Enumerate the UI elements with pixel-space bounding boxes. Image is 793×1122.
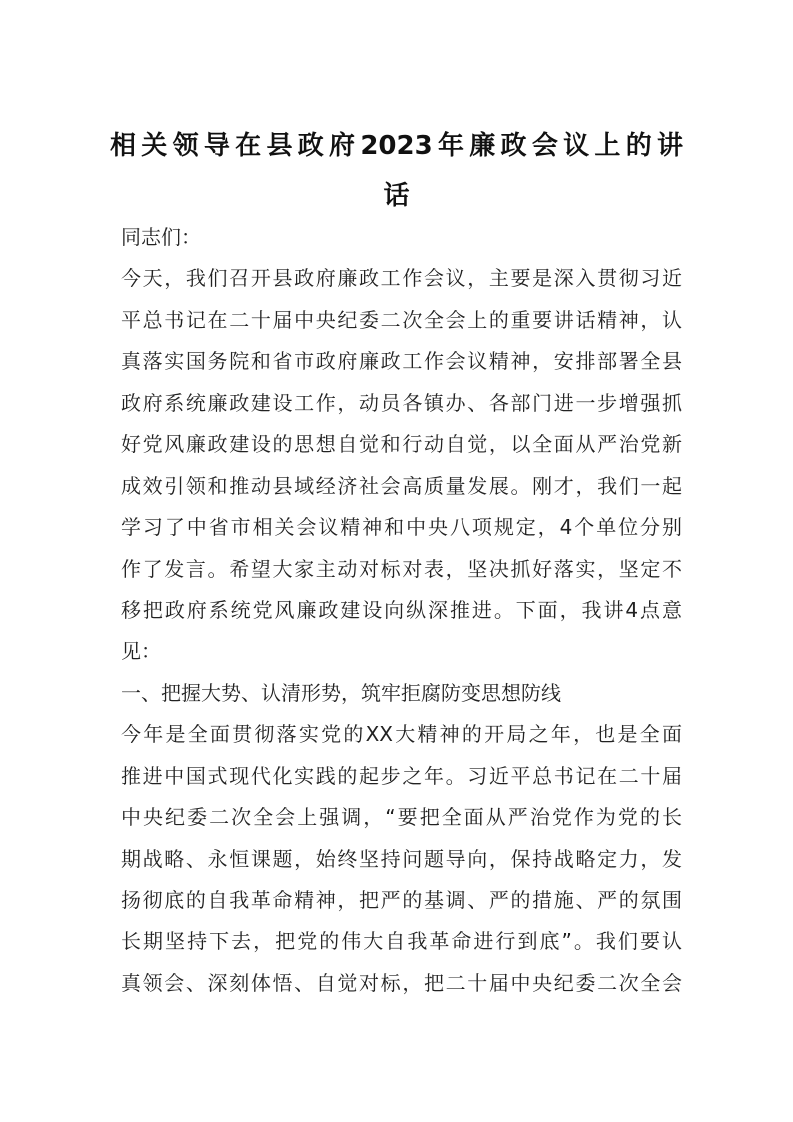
document-body xyxy=(121,217,682,1004)
section-heading: 一、把握大势、认清形势，筑牢拒腐防变思想防线 xyxy=(121,680,561,705)
text-line: 平总书记在二十届中央纪委二次全会上的重要讲话精神，认 xyxy=(121,307,682,332)
text-line: 扬彻底的自我革命精神，把严的基调、严的措施、严的氛围 xyxy=(121,888,682,912)
text-line: 今天，我们召开县政府廉政工作会议，主要是深入贯彻习近 xyxy=(121,266,682,291)
text-line: 见： xyxy=(121,639,161,664)
document-title-line-1: 相关领导在县政府2023年廉政会议上的讲 xyxy=(110,131,683,161)
text-line: 中央纪委二次全会上强调，“要把全面从严治党作为党的长 xyxy=(121,805,682,830)
text-line: 作了发言。希望大家主动对标对表，坚决抓好落实，坚定不 xyxy=(121,556,682,581)
text-line: 今年是全面贯彻落实党的XX大精神的开局之年，也是全面 xyxy=(121,722,682,747)
text-line: 真领会、深刻体悟、自觉对标，把二十届中央纪委二次全会 xyxy=(121,970,682,995)
text-line: 移把政府系统党风廉政建设向纵深推进。下面，我讲4点意 xyxy=(121,597,682,622)
text-line: 好党风廉政建设的思想自觉和行动自觉，以全面从严治党新 xyxy=(121,432,682,457)
text-line: 推进中国式现代化实践的起步之年。习近平总书记在二十届 xyxy=(121,763,682,788)
text-line: 期战略、永恒课题，始终坚持问题导向，保持战略定力，发 xyxy=(121,846,682,871)
text-line: 长期坚持下去，把党的伟大自我革命进行到底”。我们要认 xyxy=(121,929,682,954)
text-line: 同志们： xyxy=(121,225,201,249)
document-title-line-2: 话 xyxy=(383,181,410,211)
text-line: 政府系统廉政建设工作，动员各镇办、各部门进一步增强抓 xyxy=(121,390,682,415)
text-line: 成效引领和推动县域经济社会高质量发展。刚才，我们一起 xyxy=(121,473,682,498)
text-line: 学习了中省市相关会议精神和中央八项规定，4个单位分别 xyxy=(121,515,682,540)
text-line: 真落实国务院和省市政府廉政工作会议精神，安排部署全县 xyxy=(121,349,682,374)
